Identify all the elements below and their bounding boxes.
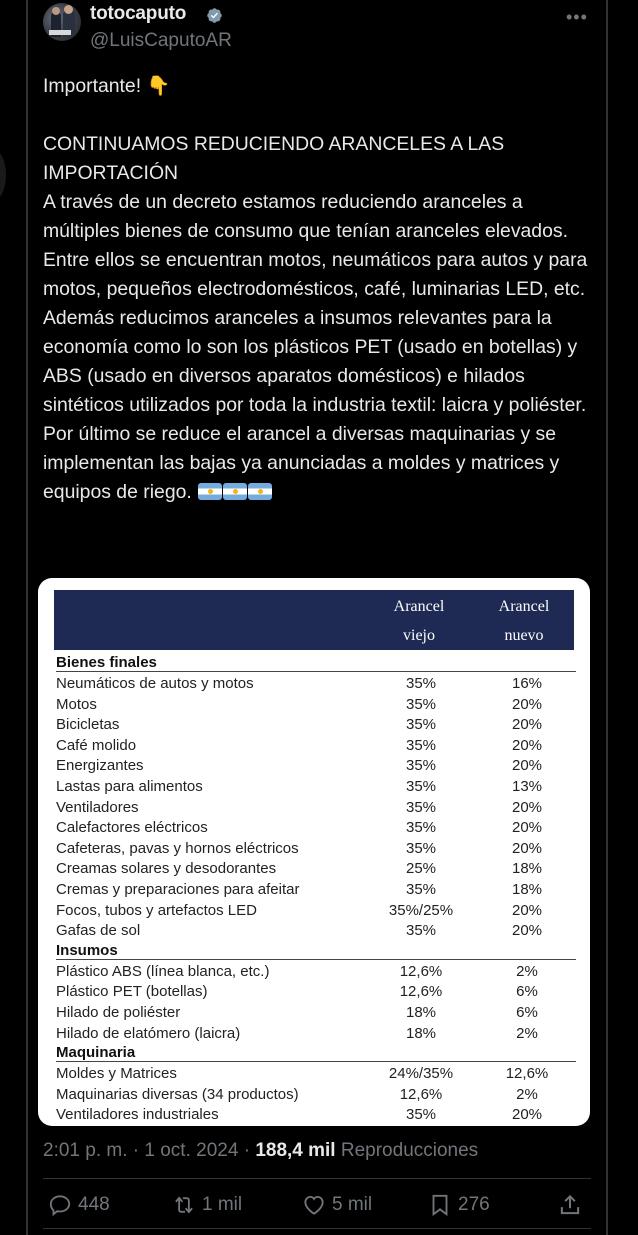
old-tariff: 12,6%	[399, 962, 443, 980]
old-tariff: 25%	[405, 860, 437, 878]
table-body	[56, 654, 576, 1126]
new-tariff: 20%	[511, 901, 543, 919]
author-display-name[interactable]: totocaputo	[90, 3, 187, 24]
paragraph-4: Por último se reduce el arancel a diversas maquinarias y se implementan las bajas ya anunciadas a moldes y matrices y equipos de riego.	[43, 423, 565, 503]
old-tariff: 35%	[405, 675, 437, 692]
table-row	[56, 859, 576, 880]
table-section-header: Insumos	[56, 942, 576, 960]
new-tariff: 20%	[511, 819, 543, 837]
new-tariff: 12,6%	[505, 1065, 549, 1083]
product-name: Gafas de sol	[56, 922, 141, 940]
like-button[interactable]	[301, 1192, 372, 1218]
table-row	[56, 1024, 576, 1045]
table-row	[56, 818, 576, 839]
new-tariff: 18%	[511, 860, 543, 878]
old-tariff: 18%	[405, 1003, 437, 1021]
table-row	[56, 715, 576, 736]
product-name: Energizantes	[56, 757, 144, 775]
table-row	[56, 880, 576, 901]
old-tariff: 35%	[405, 736, 437, 754]
new-tariff: 2%	[516, 1085, 538, 1103]
product-name: Lastas para alimentos	[56, 777, 203, 795]
table-row	[56, 1085, 576, 1106]
table-row	[56, 798, 576, 819]
new-tariff: 6%	[516, 1003, 538, 1021]
paragraph-1: CONTINUAMOS REDUCIENDO ARANCELES A LAS IMPORTACIÓN	[43, 133, 510, 184]
attached-image-table[interactable]	[38, 578, 590, 1126]
author-handle[interactable]: @LuisCaputoAR	[90, 30, 232, 51]
old-tariff: 35%	[405, 757, 437, 775]
table-row	[56, 962, 576, 983]
tweet-time[interactable]: 2:01 p. m.	[43, 1140, 128, 1161]
more-options-icon[interactable]: •••	[566, 7, 588, 27]
new-tariff: 20%	[511, 922, 543, 940]
product-name: Neumáticos de autos y motos	[56, 675, 254, 692]
verified-badge-icon	[206, 7, 223, 24]
old-tariff: 35%	[405, 880, 437, 898]
reply-button[interactable]	[47, 1192, 110, 1218]
views-label: Reproducciones	[335, 1140, 479, 1161]
tweet-metadata: 2:01 p. m. · 1 oct. 2024 · 188,4 mil Reproducciones	[43, 1140, 479, 1161]
product-name: Ventiladores industriales	[56, 1106, 219, 1124]
heart-icon	[301, 1192, 327, 1218]
old-tariff: 35%	[405, 798, 437, 816]
table-row	[56, 1003, 576, 1024]
table-row	[56, 921, 576, 942]
action-bar	[43, 1184, 591, 1228]
table-row	[56, 674, 576, 695]
product-name: Plástico ABS (línea blanca, etc.)	[56, 962, 270, 980]
new-tariff: 18%	[511, 880, 543, 898]
new-tariff: 2%	[516, 962, 538, 980]
new-tariff: 16%	[511, 675, 543, 692]
product-name: Hilado de elatómero (laicra)	[56, 1024, 241, 1042]
intro-text: Importante!	[43, 75, 147, 97]
bookmark-button[interactable]	[427, 1192, 490, 1218]
old-tariff: 35%	[405, 777, 437, 795]
product-name: Café molido	[56, 736, 137, 754]
reply-count: 448	[78, 1194, 110, 1215]
paragraph-2: A través de un decreto estamos reduciendo aranceles a múltiples bienes de consumo que tenían aranceles elevados. Entre ellos se encuentran motos, neumáticos para autos y para motos, pequeños electrodomésticos, café, luminarias LED, etc.	[43, 191, 593, 300]
table-row	[56, 1064, 576, 1085]
product-name: Cafeteras, pavas y hornos eléctricos	[56, 839, 299, 857]
divider	[43, 1228, 591, 1229]
product-name: Hilado de poliéster	[56, 1003, 181, 1021]
repost-icon	[171, 1192, 197, 1218]
paragraph-3: Además reducimos aranceles a insumos relevantes para la economía como lo son los plásticos PET (usado en botellas) y ABS (usado en diversos aparatos domésticos) e hilados sintéticos utilizados por toda la industria textil: laicra y poliéster.	[43, 307, 587, 416]
new-tariff: 20%	[511, 716, 543, 734]
new-tariff: 2%	[516, 1024, 538, 1042]
column-header-old: Arancel viejo	[393, 598, 445, 644]
product-name: Maquinarias diversas (34 productos)	[56, 1085, 299, 1103]
table-row	[56, 736, 576, 757]
old-tariff: 18%	[405, 1024, 437, 1042]
new-tariff: 20%	[511, 839, 543, 857]
new-tariff: 20%	[511, 798, 543, 816]
new-tariff: 20%	[511, 736, 543, 754]
old-tariff: 35%	[405, 922, 437, 940]
old-tariff: 35%	[405, 839, 437, 857]
flag-argentina-icon	[248, 483, 272, 500]
divider	[43, 1178, 591, 1179]
new-tariff: 13%	[511, 777, 543, 795]
product-name: Focos, tubos y artefactos LED	[56, 901, 257, 919]
old-tariff: 35%	[405, 1106, 437, 1124]
product-name: Motos	[56, 695, 97, 713]
new-tariff: 20%	[511, 1106, 543, 1124]
old-tariff: 12,6%	[399, 983, 443, 1001]
bookmark-count: 276	[458, 1194, 490, 1215]
product-name: Calefactores eléctricos	[56, 819, 208, 837]
table-section-header: Maquinaria	[56, 1044, 576, 1062]
table-row	[56, 839, 576, 860]
share-icon	[557, 1192, 583, 1218]
bookmark-icon	[427, 1192, 453, 1218]
pointing-down-emoji-icon: 👇	[146, 76, 171, 97]
product-name: Creamas solares y desodorantes	[56, 860, 277, 878]
share-button[interactable]	[557, 1192, 583, 1218]
table-row	[56, 901, 576, 922]
product-name: Plástico PET (botellas)	[56, 983, 208, 1001]
left-column-border	[26, 0, 28, 1235]
table-row	[56, 777, 576, 798]
old-tariff: 12,6%	[399, 1085, 443, 1103]
side-edge-artifact	[0, 150, 6, 200]
table-section-header: Bienes finales	[56, 654, 576, 672]
right-column-border	[606, 0, 608, 1235]
table-row	[56, 756, 576, 777]
flag-argentina-icon	[223, 483, 247, 500]
like-count: 5 mil	[332, 1194, 373, 1215]
old-tariff: 35%	[405, 819, 437, 837]
old-tariff: 35%	[405, 716, 437, 734]
old-tariff: 35%	[405, 695, 437, 713]
new-tariff: 6%	[516, 983, 538, 1001]
product-name: Ventiladores	[56, 798, 139, 816]
product-name: Moldes y Matrices	[56, 1065, 177, 1083]
product-name: Cremas y preparaciones para afeitar	[56, 880, 300, 898]
column-header-new: Arancel nuevo	[498, 598, 550, 644]
avatar[interactable]	[43, 3, 81, 41]
repost-button[interactable]	[171, 1192, 242, 1218]
table-row	[56, 695, 576, 716]
new-tariff: 20%	[511, 695, 543, 713]
tweet-text	[43, 72, 603, 507]
old-tariff: 35%/25%	[388, 901, 454, 919]
views-count: 188,4 mil	[255, 1140, 336, 1161]
table-row	[56, 1105, 576, 1126]
repost-count: 1 mil	[202, 1194, 243, 1215]
tweet	[28, 0, 606, 1215]
tweet-header	[28, 0, 606, 62]
reply-icon	[47, 1192, 73, 1218]
product-name: Bicicletas	[56, 716, 120, 734]
old-tariff: 24%/35%	[388, 1065, 454, 1083]
table-row	[56, 982, 576, 1003]
tweet-date[interactable]: 1 oct. 2024	[144, 1140, 239, 1161]
new-tariff: 20%	[511, 757, 543, 775]
table-header	[54, 590, 574, 650]
flag-argentina-icon	[198, 483, 222, 500]
